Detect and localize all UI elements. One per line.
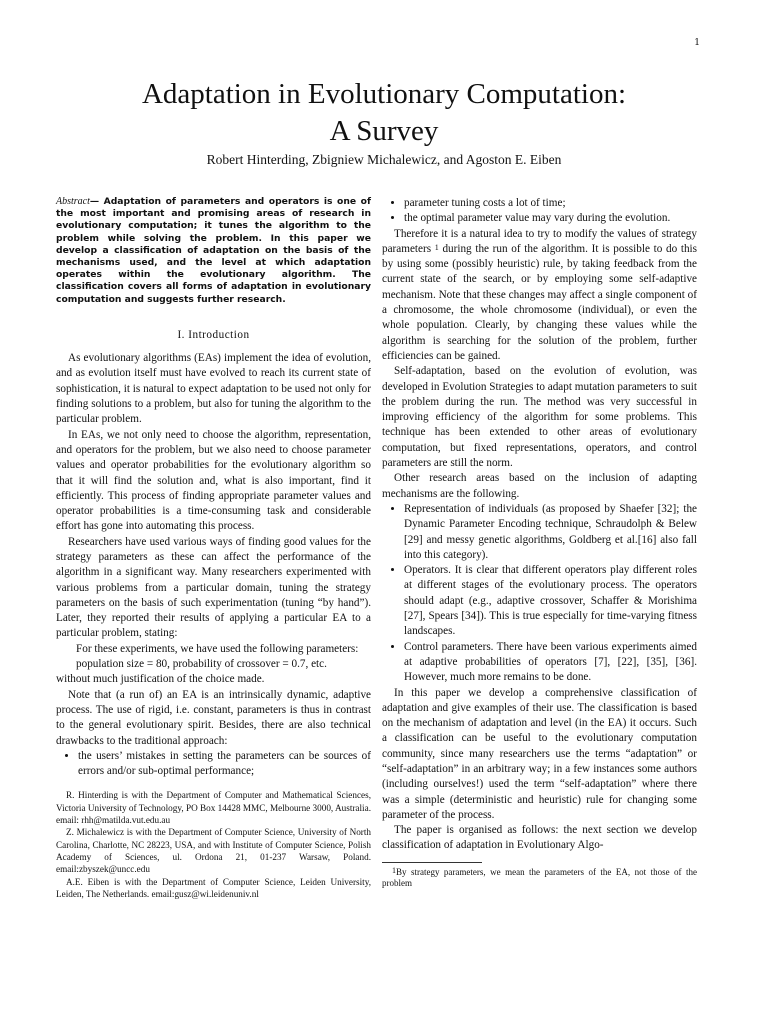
paragraph-strategy-parameters: Therefore it is a natural idea to try to modify the values of strategy parameters $^1$ during the run of the algorithm. It is possible to do this by using some (possibly heuristic) rule, by taking feedback from the current state of the search, or by employing some self-adaptive mechanism. Note that these changes may affect a single component of a chromosome, the whole chromosome (individual), or even the whole population. Clearly, by changing these values while the algorithm is searching for the solution of the problem, further efficiencies can be gained. [382, 227, 698, 362]
intro-paragraph-1: As evolutionary algorithms (EAs) implement the idea of evolution, and as evolution itself must have evolved to reach its current state of sophistication, it is natural to expect adaptation to be used not only for finding solutions to a problem, but also for tuning the algorithm to the particular problem. [56, 352, 371, 426]
paragraph-organisation: The paper is organised as follows: the next section we develop classification of adaptation in Evolutionary Algo- [382, 824, 697, 852]
footnote-mark: 1 [392, 865, 396, 875]
footnote [382, 867, 697, 890]
intro-paragraph-2: In EAs, we not only need to choose the algorithm, representation, and operators for the problem, but we also need to choose parameter values and operator probabilities for the evolutionary algorithm so that it will find the solution and, what is also important, find it efficiently. This process of finding appropriate parameter values and operator probabilities is a time-consuming task and considerable effort has gone into automating this process. [56, 428, 371, 533]
affiliation-eiben: A.E. Eiben is with the Department of Computer Science, Leiden University, Leiden, The Netherlands. email:gusz@wi.leidenuniv.nl [56, 876, 371, 899]
list-item: • the optimal parameter value may vary during the evolution. [404, 211, 697, 226]
page-number: 1 [694, 38, 700, 48]
footnote-ref: 1 [434, 242, 439, 252]
list-item: • Operators. It is clear that different operators play different roles at different stages of the evolutionary process. The operators should adapt (e.g., adaptive crossover, Schaffer & Morishima [27], Spears [34]). This is true especially for time-varying fitness landscapes. [404, 563, 697, 639]
list-item: • parameter tuning costs a lot of time; [404, 196, 697, 211]
paragraph-other-areas: Other research areas based on the inclusion of adapting mechanisms are the following. [382, 472, 697, 500]
quotation: For these experiments, we have used the following parameters: population size = 80, probability of crossover = 0.7, etc. [76, 642, 359, 671]
right-column [382, 196, 697, 890]
intro-paragraph-3: Researchers have used various ways of finding good values for the strategy parameters as these can affect the performance of the algorithm in a significant way. Many researchers experimented with various problems from a particular domain, tuning the strategy parameters on the basis of such experimentation (tuning “by hand”). Later, they reported their results of applying a particular EA to a particular problem, stating: [56, 535, 371, 640]
list-item: • the users’ mistakes in setting the parameters can be sources of errors and/or sub-optimal performance; [78, 749, 371, 780]
title-line-1: Adaptation in Evolutionary Computation: [141, 78, 627, 110]
author-list: Robert Hinterding, Zbigniew Michalewicz, and Agoston E. Eiben [206, 152, 562, 167]
list-item: • Representation of individuals (as proposed by Shaefer [32]; the Dynamic Parameter Encoding technique, Schraudolph & Belew [29] and messy genetic algorithms, Goldberg et al.[16] also fall into this category). [404, 502, 697, 563]
paragraph-self-adaptation: Self-adaptation, based on the evolution of evolution, was developed in Evolution Strategies to adapt mutation parameters to suit the problem during the run. The method was very successful in improving efficiency of the algorithm for some problems. This technique has been extended to other areas of evolutionary computation, but fixed representations, operators, and control parameters are still the norm. [382, 365, 697, 470]
drawbacks-list-continued [382, 196, 697, 227]
abstract-label: Abstract [56, 196, 90, 207]
intro-paragraph-4: Note that (a run of) an EA is an intrinsically dynamic, adaptive process. The use of rigid, i.e. constant, parameters is thus in contrast to the general evolutionary spirit. Besides, there are also technical drawbacks to the traditional approach: [56, 688, 371, 747]
after-quote-text: without much justification of the choice made. [56, 673, 265, 686]
drawbacks-list [56, 749, 371, 780]
footnote-divider [382, 862, 482, 863]
list-item: • Control parameters. There have been various experiments aimed at adaptive probabilities of operators [7], [22], [35], [36]. However, much more remains to be done. [404, 640, 697, 686]
left-column [56, 196, 371, 900]
abstract-text: — Adaptation of parameters and operators is one of the most important and promising areas of research in evolutionary computation; it tunes the algorithm to the problem while solving the problem. In this paper we develop a classification of adaptation on the basis of the mechanisms used, and the level at which adaptation operates within the evolutionary algorithm. The classification covers all forms of adaptation in evolutionary computation and suggests further research. [56, 196, 371, 305]
title-line-2: A Survey [329, 115, 439, 147]
paragraph-classification: In this paper we develop a comprehensive classification of adaptation and give examples of their use. The classification is based on the mechanism of adaptation and level (in the EA) it occurs. Such a classification can be useful to the evolutionary computation community, since many researchers use the terms “adaptation” or “self-adaptation” in an arbitrary way; in a few instances some authors (including ourselves!) used the term “self-adaptation” where there was a simple (deterministic and heuristic) rule for changing some parameter of the process. [382, 686, 697, 821]
paper-title [0, 76, 768, 150]
abstract [56, 196, 371, 306]
affiliation-michalewicz: Z. Michalewicz is with the Department of Computer Science, University of North Carolina, Charlotte, NC 28223, USA, and with Institute of Computer Science, Polish Academy of Sciences, ul. Ordona 21, 01-237 Warsaw, Poland. email:zbyszek@uncc.edu [56, 827, 371, 875]
research-areas-list [382, 502, 697, 686]
affiliation-hinterding: R. Hinterding is with the Department of Computer and Mathematical Sciences, Victoria University of Technology, PO Box 14428 MMC, Melbourne 3000, Australia. email: rhh@matilda.vut.edu.au [56, 790, 371, 826]
footnote-text: By strategy parameters, we mean the parameters of the EA, not those of the problem [382, 866, 697, 889]
author-affiliations [56, 789, 371, 900]
section-heading: I. Introduction [177, 328, 250, 341]
